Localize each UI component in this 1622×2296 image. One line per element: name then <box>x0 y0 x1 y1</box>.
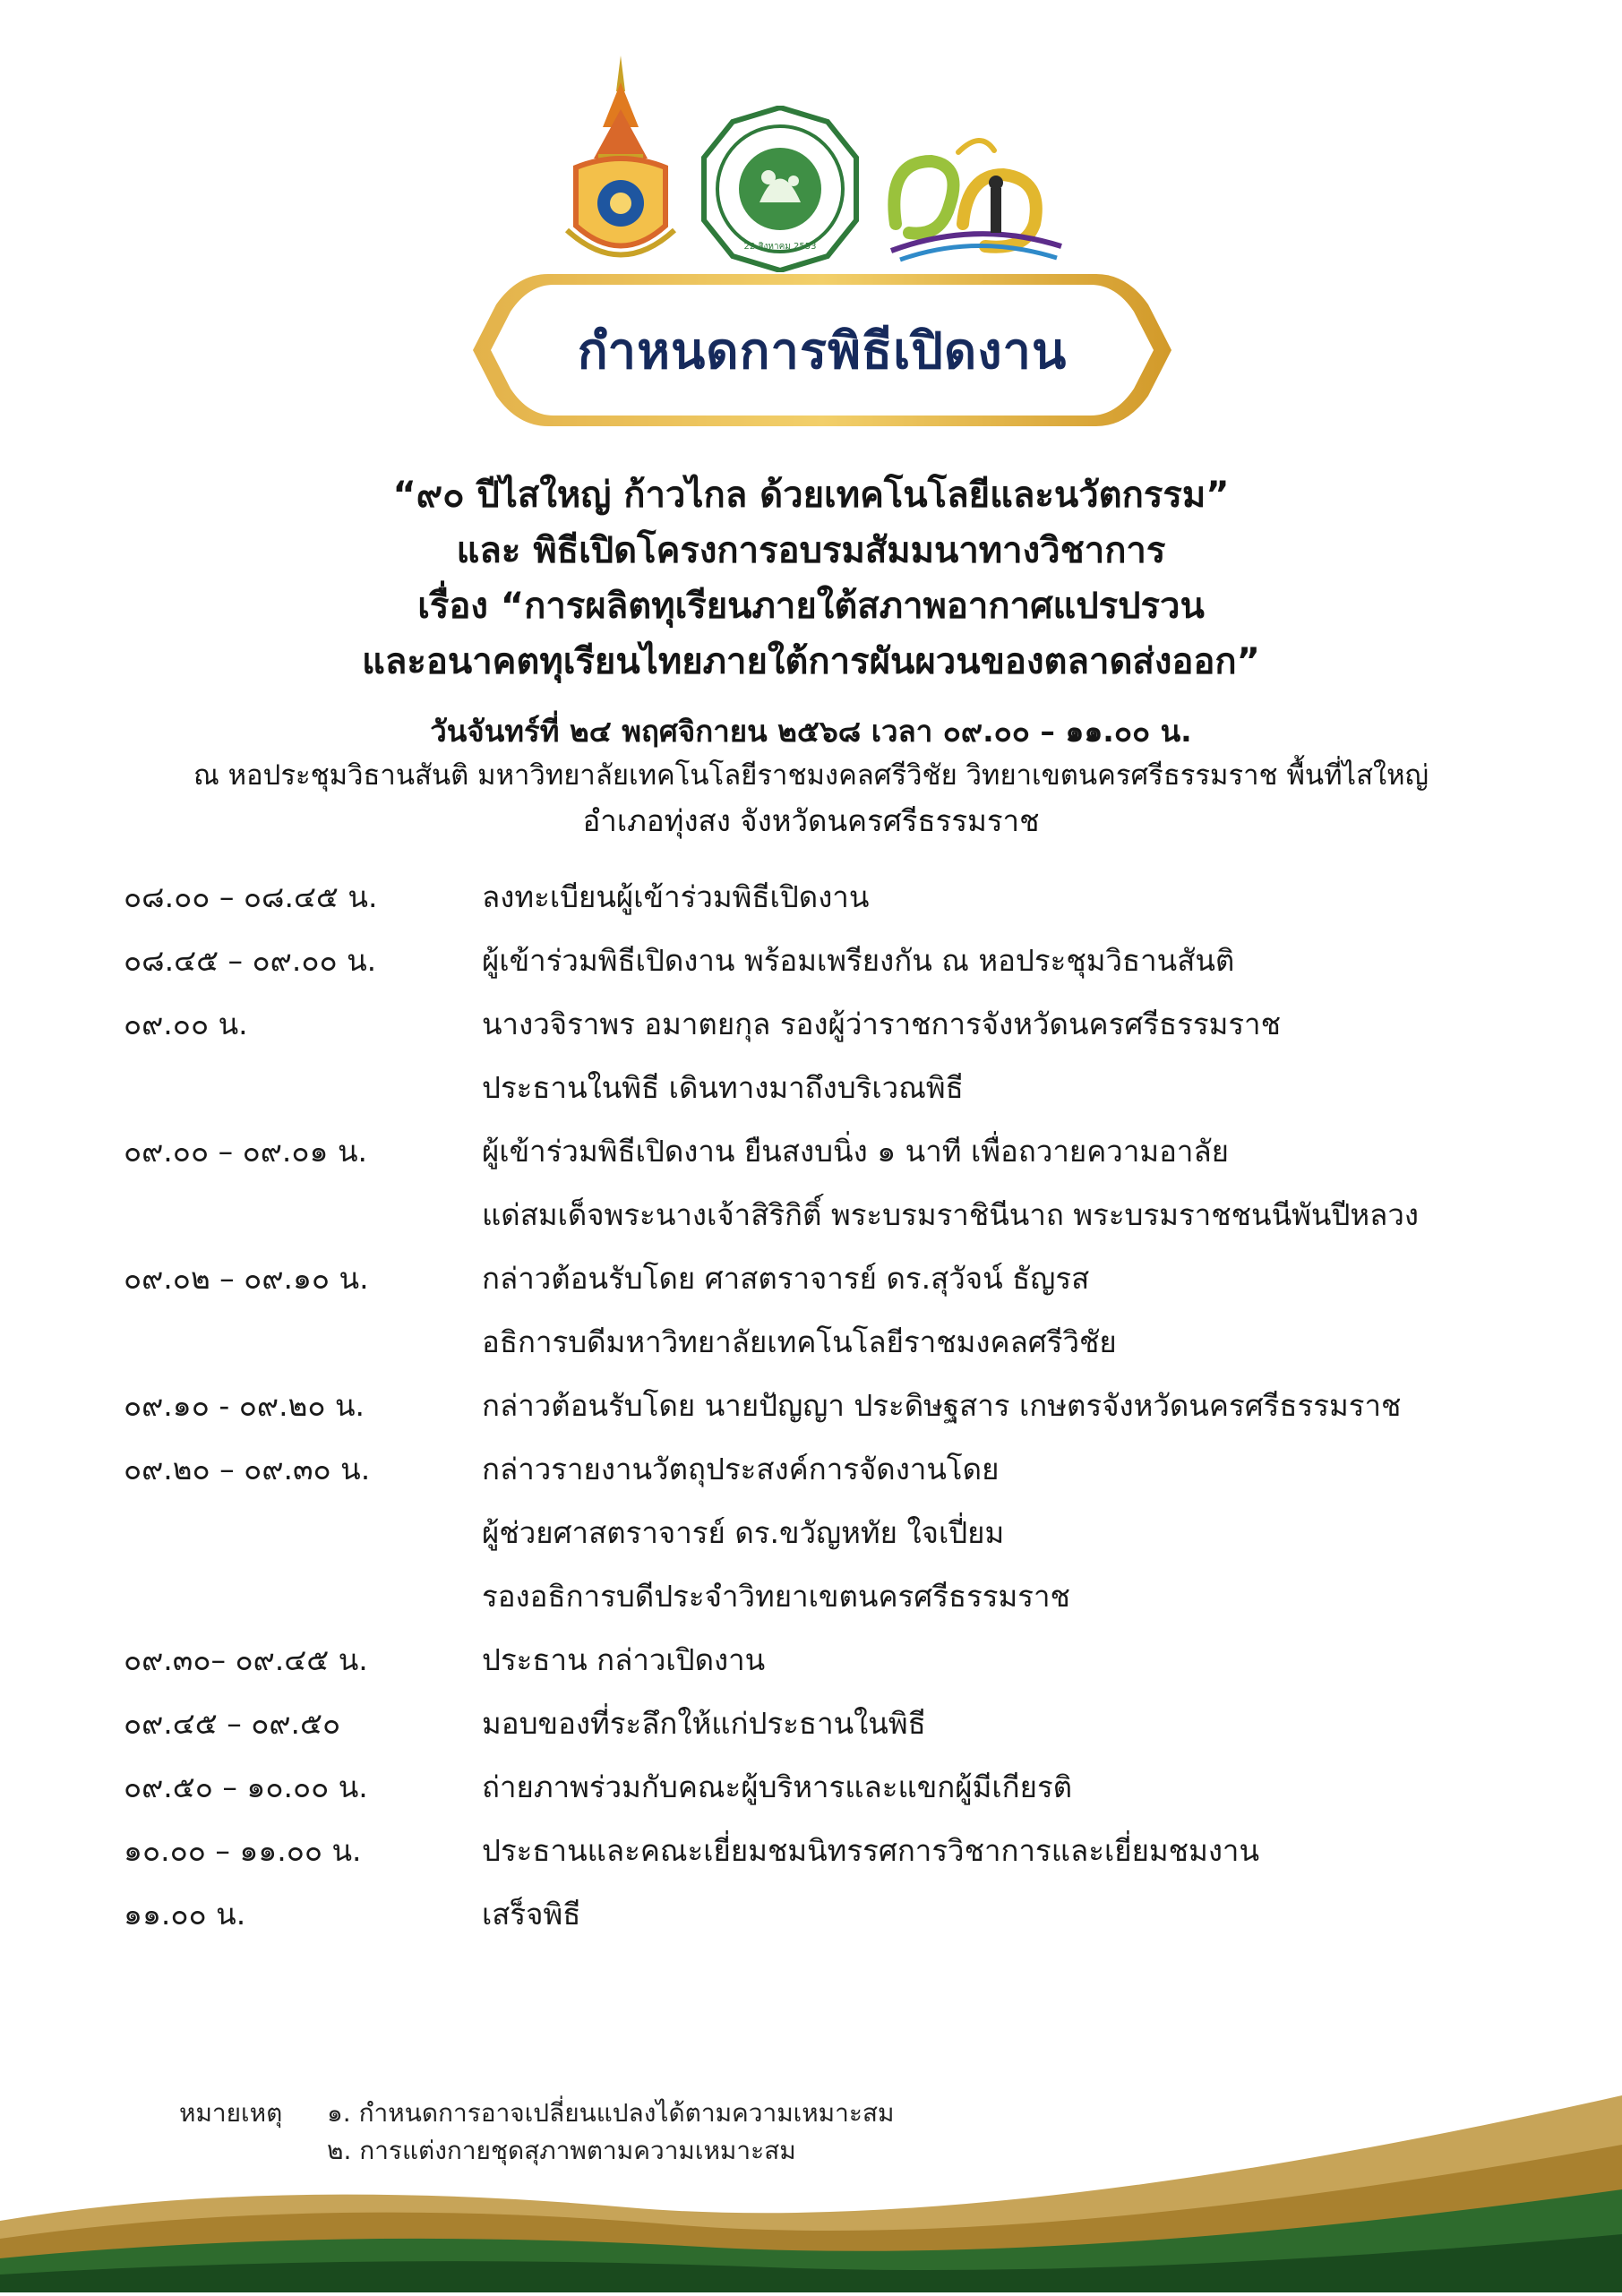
page-title: กำหนดการพิธีเปิดงาน <box>577 321 1068 381</box>
schedule-row <box>124 1763 1557 1817</box>
schedule-row <box>124 1318 1557 1372</box>
schedule-time: ๐๘.๔๕ – ๐๙.๐๐ น. <box>124 943 377 978</box>
anniversary-90-logo-icon <box>878 125 1075 278</box>
schedule-row <box>124 1255 1557 1308</box>
schedule-time: ๐๘.๐๐ – ๐๘.๔๕ น. <box>124 879 378 914</box>
schedule-time: ๐๙.๒๐ – ๐๙.๓๐ น. <box>124 1452 371 1486</box>
schedule-row <box>124 1636 1557 1690</box>
seal-caption: 22 สิงหาคม 2553 <box>743 242 817 252</box>
schedule-desc: ผู้เข้าร่วมพิธีเปิดงาน พร้อมเพรียงกัน ณ หอประชุมวิธานสันติ <box>482 943 1235 978</box>
note-item: ๑. กำหนดการอาจเปลี่ยนแปลงได้ตามความเหมาะสม <box>327 2098 895 2128</box>
schedule-row <box>124 873 1557 927</box>
schedule-row <box>124 937 1557 990</box>
schedule-desc: มอบของที่ระลึกให้แก่ประธานในพิธี <box>482 1706 926 1741</box>
schedule-time: ๐๙.๐๐ – ๐๙.๐๑ น. <box>124 1134 367 1169</box>
schedule-row <box>124 1572 1557 1626</box>
schedule-time: ๐๙.๕๐ – ๑๐.๐๐ น. <box>124 1769 368 1804</box>
schedule-desc: เสร็จพิธี <box>482 1897 581 1932</box>
schedule-time: ๐๙.๐๐ น. <box>124 1007 248 1041</box>
schedule-row <box>124 1064 1557 1118</box>
schedule-row <box>124 1445 1557 1499</box>
schedule-time: ๑๐.๐๐ – ๑๑.๐๐ น. <box>124 1833 362 1868</box>
schedule-row <box>124 1191 1557 1245</box>
schedule-row <box>124 1700 1557 1753</box>
schedule-row <box>124 1382 1557 1435</box>
schedule-row <box>124 1127 1557 1181</box>
schedule-time: ๐๙.๑๐ - ๐๙.๒๐ น. <box>124 1388 365 1423</box>
schedule-desc: อธิการบดีมหาวิทยาลัยเทคโนโลยีราชมงคลศรีวิชัย <box>482 1324 1117 1359</box>
schedule-desc: ผู้ช่วยศาสตราจารย์ ดร.ขวัญหทัย ใจเปี่ยม <box>482 1515 1005 1550</box>
association-seal-icon <box>697 106 863 272</box>
schedule-desc: ประธานในพิธี เดินทางมาถึงบริเวณพิธี <box>482 1070 964 1105</box>
schedule-desc: ลงทะเบียนผู้เข้าร่วมพิธีเปิดงาน <box>482 879 870 914</box>
schedule-row <box>124 1827 1557 1880</box>
venue-line-1: ณ หอประชุมวิธานสันติ มหาวิทยาลัยเทคโนโลยีราชมงคลศรีวิชัย วิทยาเขตนครศรีธรรมราช พื้นที่ไสใหญ่ <box>193 759 1429 792</box>
schedule-desc: รองอธิการบดีประจำวิทยาเขตนครศรีธรรมราช <box>482 1579 1070 1614</box>
headline-line-1: “๙๐ ปีไสใหญ่ ก้าวไกล ด้วยเทคโนโลยีและนวัตกรรม” <box>392 475 1230 516</box>
schedule-time: ๑๑.๐๐ น. <box>124 1897 246 1932</box>
title-banner <box>468 269 1177 432</box>
schedule-time: ๐๙.๓๐– ๐๙.๔๕ น. <box>124 1642 368 1677</box>
schedule-row <box>124 1000 1557 1054</box>
headline-line-3: เรื่อง “การผลิตทุเรียนภายใต้สภาพอากาศแปรปรวน <box>417 586 1205 627</box>
schedule-desc: กล่าวรายงานวัตถุประสงค์การจัดงานโดย <box>482 1452 1000 1486</box>
schedule-desc: ประธาน กล่าวเปิดงาน <box>482 1642 766 1677</box>
schedule-time: ๐๙.๐๒ – ๐๙.๑๐ น. <box>124 1261 369 1296</box>
event-date: วันจันทร์ที่ ๒๔ พฤศจิกายน ๒๕๖๘ เวลา ๐๙.๐๐ – ๑๑.๐๐ น. <box>430 714 1192 749</box>
schedule-desc: กล่าวต้อนรับโดย นายปัญญา ประดิษฐสาร เกษตรจังหวัดนครศรีธรรมราช <box>482 1388 1402 1423</box>
schedule-time: ๐๙.๔๕ – ๐๙.๕๐ <box>124 1706 341 1741</box>
notes-label: หมายเหตุ <box>179 2098 283 2128</box>
schedule-desc: นางวจิราพร อมาตยกุล รองผู้ว่าราชการจังหวัดนครศรีธรรมราช <box>482 1007 1281 1041</box>
university-crest-icon <box>562 56 679 269</box>
schedule-row <box>124 1509 1557 1563</box>
schedule-desc: ประธานและคณะเยี่ยมชมนิทรรศการวิชาการและเยี่ยมชมงาน <box>482 1833 1260 1868</box>
schedule-desc: ถ่ายภาพร่วมกับคณะผู้บริหารและแขกผู้มีเกียรติ <box>482 1769 1073 1804</box>
schedule-desc: กล่าวต้อนรับโดย ศาสตราจารย์ ดร.สุวัจน์ ธัญรส <box>482 1261 1090 1296</box>
schedule-desc: แด่สมเด็จพระนางเจ้าสิริกิติ์ พระบรมราชินีนาถ พระบรมราชชนนีพันปีหลวง <box>482 1197 1420 1232</box>
schedule-desc: ผู้เข้าร่วมพิธีเปิดงาน ยืนสงบนิ่ง ๑ นาที เพื่อถวายความอาลัย <box>482 1134 1230 1169</box>
venue-line-2: อำเภอทุ่งสง จังหวัดนครศรีธรรมราช <box>582 803 1040 838</box>
note-item: ๒. การแต่งกายชุดสุภาพตามความเหมาะสม <box>327 2136 796 2165</box>
headline-line-2: และ พิธีเปิดโครงการอบรมสัมมนาทางวิชาการ <box>456 530 1166 571</box>
headline-line-4: และอนาคตทุเรียนไทยภายใต้การผันผวนของตลาดส่งออก” <box>362 641 1260 682</box>
schedule-row <box>124 1890 1557 1944</box>
logo-bar <box>0 56 1622 270</box>
